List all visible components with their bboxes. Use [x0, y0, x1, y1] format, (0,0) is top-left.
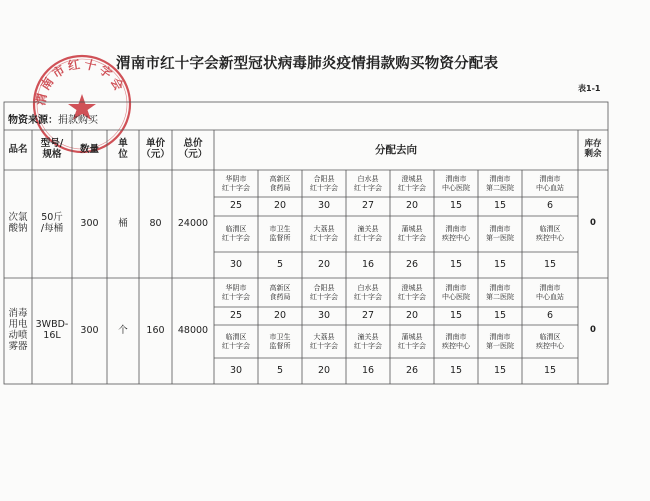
dest-org: 蒲城县 红十字会	[398, 332, 426, 350]
header-unit: 单 位	[118, 138, 128, 160]
item-unit: 个	[118, 324, 128, 336]
item-quantity: 300	[80, 217, 99, 229]
dest-org: 高新区 食药局	[269, 174, 291, 192]
dest-qty: 15	[449, 364, 463, 376]
dest-org: 大荔县 红十字会	[310, 332, 338, 350]
dest-qty: 25	[229, 309, 243, 321]
dest-org: 渭南市 第二医院	[486, 174, 514, 192]
dest-org: 临渭区 疾控中心	[536, 332, 564, 350]
item-remaining: 0	[590, 218, 596, 229]
dest-qty: 27	[361, 309, 375, 321]
dest-org: 蒲城县 红十字会	[398, 225, 426, 242]
dest-org: 渭南市 疾控中心	[442, 225, 470, 242]
item-unit: 桶	[118, 217, 128, 229]
dest-org: 渭南市 第二医院	[486, 283, 514, 301]
header-quantity: 数量	[79, 143, 99, 155]
dest-org: 渭南市 疾控中心	[442, 332, 470, 350]
table-number: 表1-1	[578, 84, 601, 93]
dest-qty: 26	[405, 364, 419, 376]
dest-qty: 20	[273, 309, 287, 321]
dest-qty: 15	[543, 258, 557, 270]
dest-org: 市卫生 监督所	[269, 332, 291, 350]
dest-org: 华阴市 红十字会	[222, 174, 250, 192]
dest-org: 潼关县 红十字会	[354, 225, 382, 242]
dest-qty: 30	[229, 258, 243, 270]
item-unit-price: 80	[149, 217, 162, 229]
item-total-price: 24000	[177, 217, 209, 229]
item-name: 消毒 用电 动喷 雾器	[8, 308, 28, 352]
item-model: 3WBD- 16L	[35, 319, 69, 341]
dest-qty: 20	[317, 364, 331, 376]
dest-qty: 5	[276, 364, 284, 376]
dest-qty: 20	[317, 258, 331, 270]
dest-qty: 15	[493, 364, 507, 376]
dest-org: 合阳县 红十字会	[310, 283, 338, 301]
dest-qty: 16	[361, 364, 375, 376]
source-label: 物资来源：	[8, 115, 58, 126]
dest-qty: 20	[273, 200, 287, 212]
dest-qty: 20	[405, 309, 419, 321]
dest-qty: 16	[361, 258, 375, 270]
dest-qty: 30	[229, 364, 243, 376]
dest-qty: 6	[546, 309, 554, 321]
dest-qty: 26	[405, 258, 419, 270]
dest-org: 白水县 红十字会	[354, 283, 382, 301]
item-unit-price: 160	[146, 324, 165, 336]
dest-org: 渭南市 第一医院	[486, 225, 514, 242]
dest-org: 市卫生 监督所	[269, 225, 291, 242]
header-distribution: 分配去向	[375, 143, 417, 156]
dest-qty: 5	[276, 258, 284, 270]
dest-qty: 15	[449, 200, 463, 212]
dest-org: 渭南市 中心医院	[442, 174, 470, 192]
dest-qty: 15	[543, 364, 557, 376]
dest-org: 临渭区 红十字会	[222, 332, 250, 350]
dest-org: 白水县 红十字会	[354, 174, 382, 192]
item-quantity: 300	[80, 324, 99, 336]
item-model: 50斤 /每桶	[40, 212, 64, 234]
dest-org: 渭南市 中心血站	[536, 283, 564, 301]
dest-qty: 25	[229, 200, 243, 212]
dest-org: 临渭区 疾控中心	[536, 225, 564, 242]
dest-org: 渭南市 中心血站	[536, 174, 564, 192]
header-remaining: 库存 剩余	[584, 139, 602, 159]
dest-org: 大荔县 红十字会	[310, 225, 338, 242]
dest-org: 高新区 食药局	[269, 283, 291, 301]
header-unit-price: 单价 （元）	[141, 138, 170, 160]
dest-qty: 15	[449, 309, 463, 321]
source-value: 捐款购买	[58, 115, 98, 126]
svg-text:渭南市红十字会: 渭南市红十字会	[33, 56, 128, 107]
dest-qty: 15	[449, 258, 463, 270]
dest-qty: 15	[493, 200, 507, 212]
dest-qty: 15	[493, 258, 507, 270]
header-name: 品名	[8, 143, 28, 155]
dest-org: 渭南市 中心医院	[442, 283, 470, 301]
item-remaining: 0	[590, 325, 596, 336]
dest-qty: 20	[405, 200, 419, 212]
dest-org: 渭南市 第一医院	[486, 332, 514, 350]
item-name: 次氯 酸钠	[8, 212, 28, 234]
dest-qty: 6	[546, 200, 554, 212]
document-title: 渭南市红十字会新型冠状病毒肺炎疫情捐款购买物资分配表	[116, 56, 499, 72]
dest-qty: 27	[361, 200, 375, 212]
item-total-price: 48000	[177, 324, 209, 336]
dest-qty: 30	[317, 309, 331, 321]
dest-qty: 15	[493, 309, 507, 321]
header-total-price: 总价 （元）	[178, 138, 208, 160]
dest-qty: 30	[317, 200, 331, 212]
dest-org: 合阳县 红十字会	[310, 174, 338, 192]
dest-org: 澄城县 红十字会	[398, 174, 426, 192]
dest-org: 临渭区 红十字会	[222, 225, 250, 242]
header-model: 型号/ 规格	[40, 138, 64, 160]
dest-org: 华阴市 红十字会	[222, 283, 250, 301]
dest-org: 澄城县 红十字会	[398, 283, 426, 301]
dest-org: 潼关县 红十字会	[354, 332, 382, 350]
